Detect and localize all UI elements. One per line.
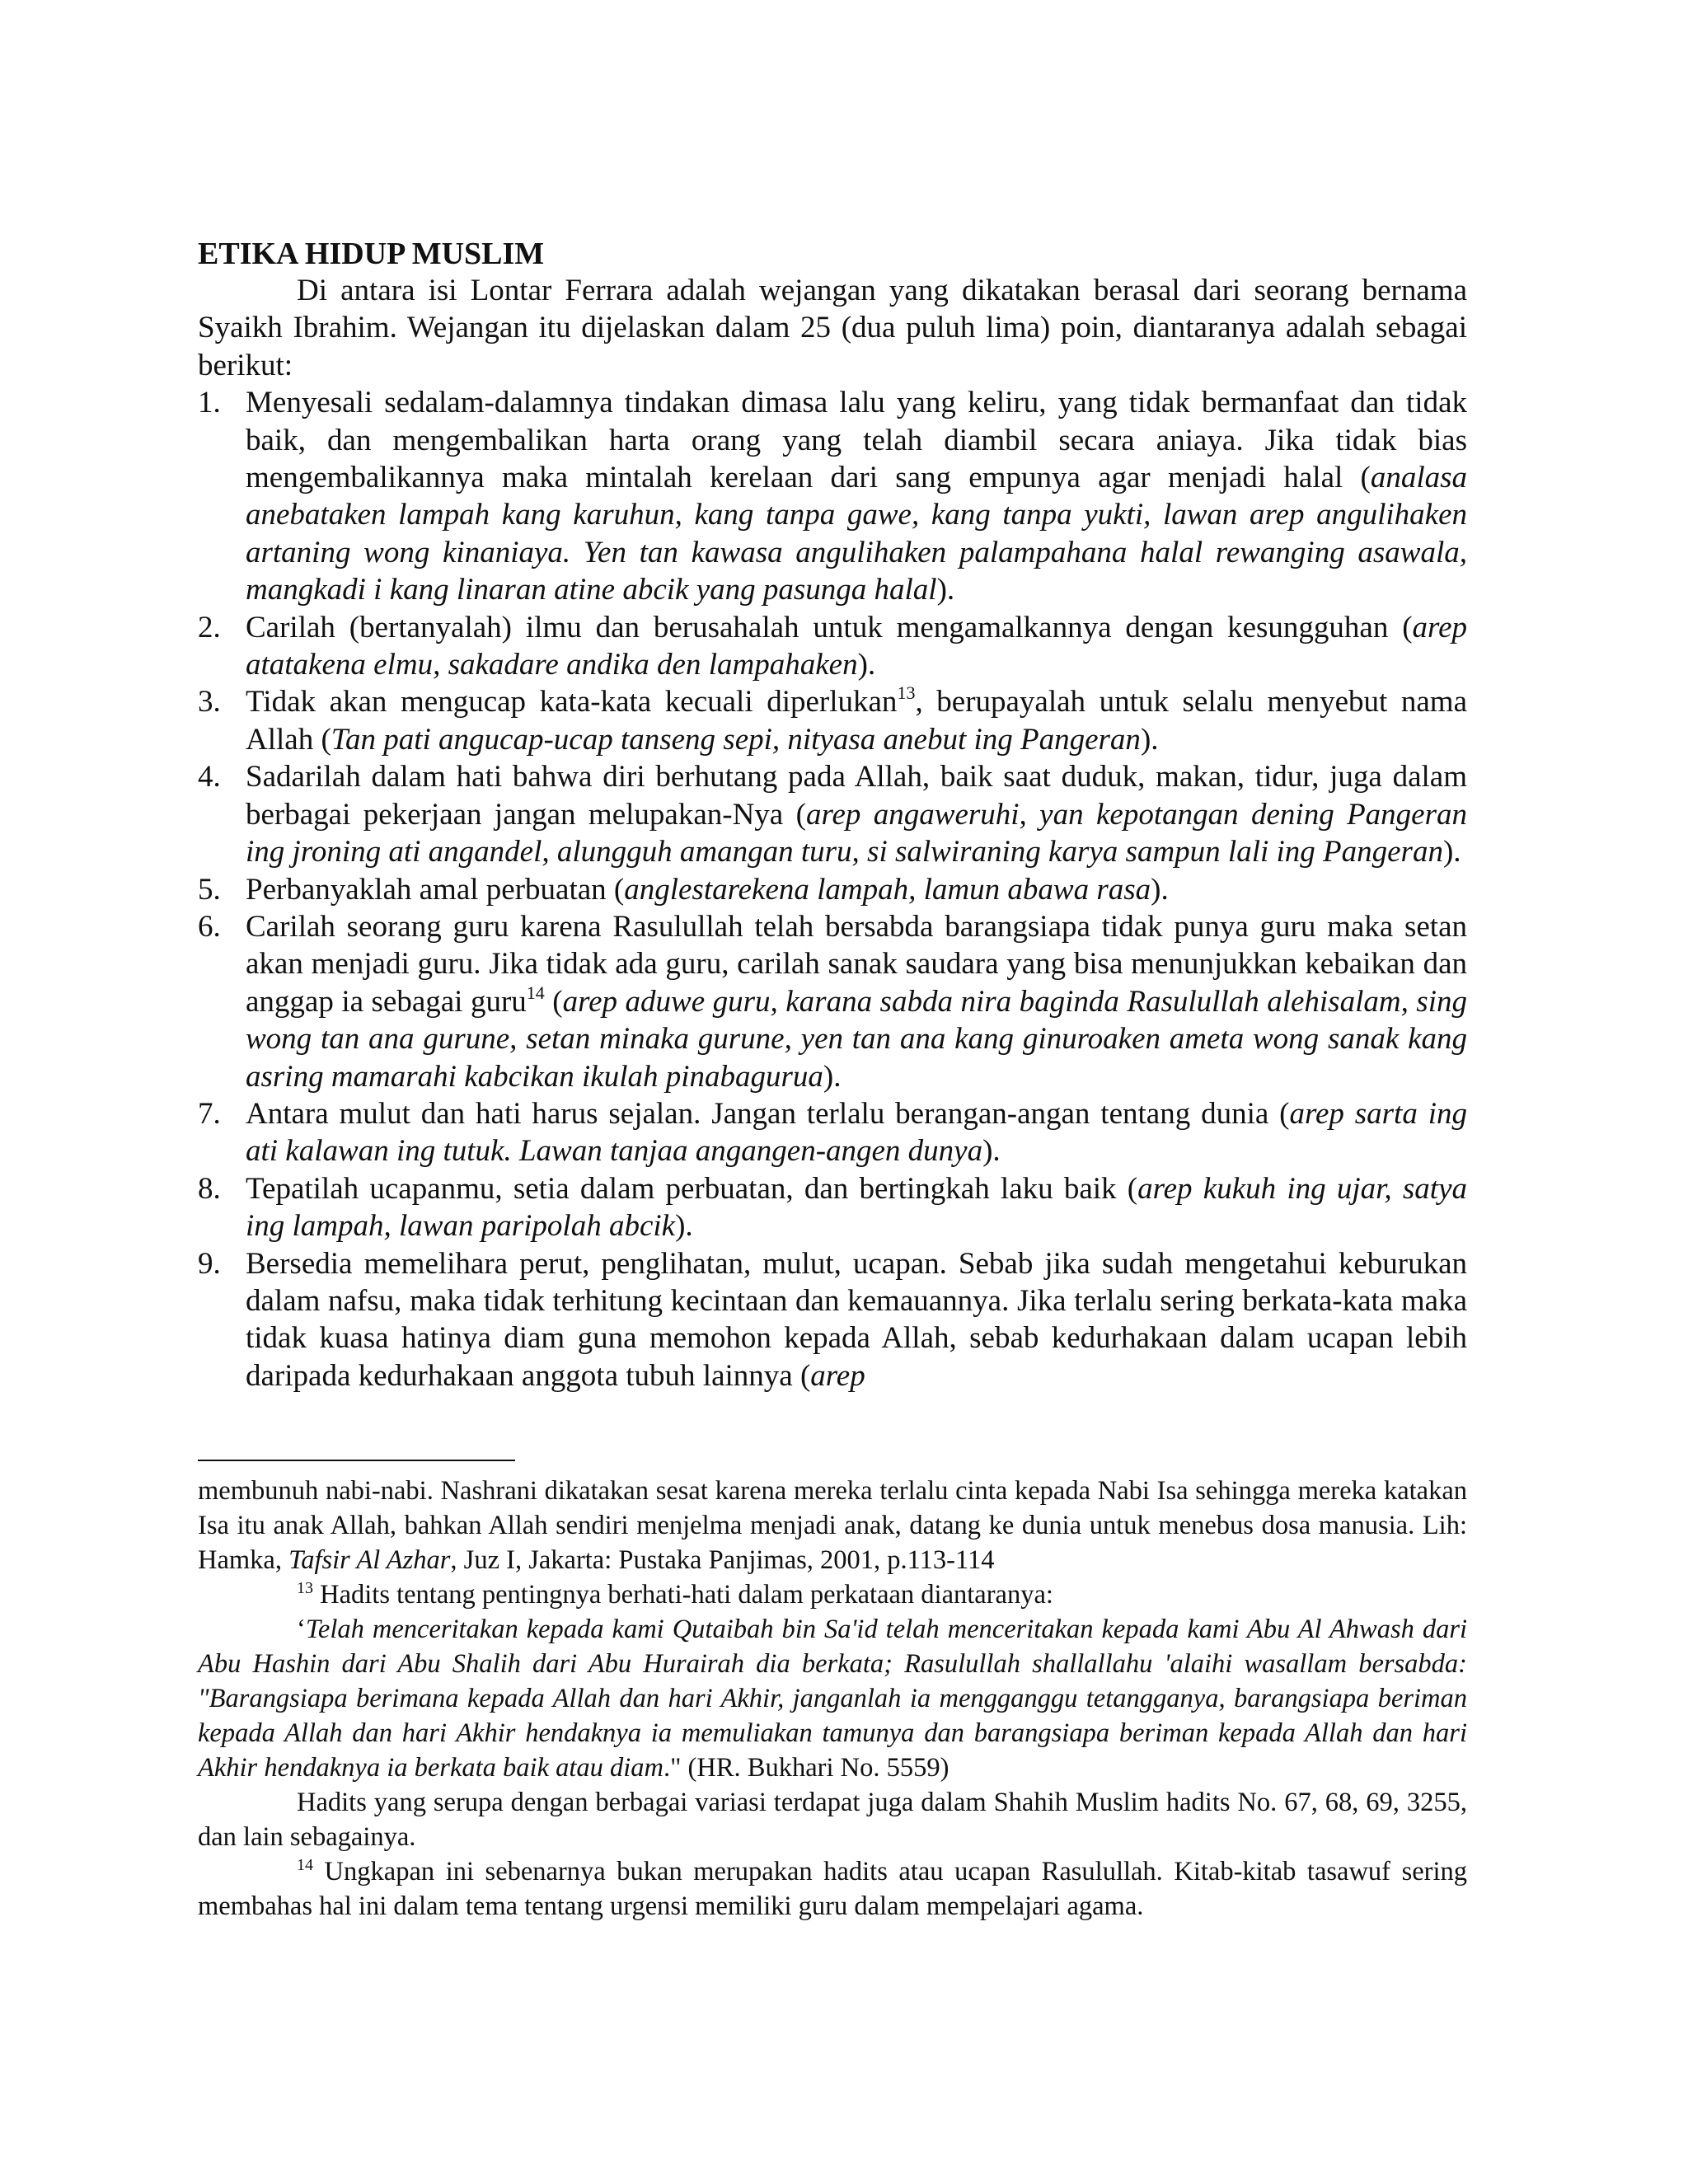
- item-text: Tepatilah ucapanmu, setia dalam perbuatan, dan bertingkah laku baik (: [246, 1171, 1138, 1206]
- item-javanese-text: Tan pati angucap-ucap tanseng sepi, nityasa anebut ing Pangeran: [331, 722, 1141, 757]
- list-item: [198, 758, 1467, 870]
- item-javanese-text: arep kukuh ing ujar, satya ing lampah, lawan paripolah abcik: [246, 1171, 1467, 1244]
- main-text: [198, 236, 1467, 1394]
- citation: ." (HR. Bukhari No. 5559): [663, 1753, 950, 1783]
- points-list: [198, 384, 1467, 1394]
- footnote-13-extra: Hadits yang serupa dengan berbagai variasi terdapat juga dalam Shahih Muslim hadits No. 67, 68, 69, 3255, dan lain sebagainya.: [198, 1788, 1467, 1852]
- hadith-quote: Telah menceritakan kepada kami Qutaibah bin Sa'id telah menceritakan kepada kami Abu Al Ahwash dari Abu Hashin dari Abu Shalih dari Abu Hurairah dia berkata; Rasulullah shallallahu 'alaihi wasallam bersabda: "Barangsiapa berimana kepada Allah dan hari Akhir, janganlah ia mengganggu tetangganya, barangsiapa beriman kepada Allah dan hari Akhir hendaknya ia memuliakan tamunya dan barangsiapa beriman kepada Allah dan hari Akhir hendaknya ia berkata baik atau diam: [198, 1615, 1467, 1783]
- list-item: [198, 871, 1467, 908]
- item-javanese-text: anglestarekena lampah, lamun abawa rasa: [624, 872, 1151, 907]
- footnote-separator: [198, 1460, 515, 1461]
- item-text-cont: , berupayalah untuk selalu menyebut nama Allah (: [246, 685, 1467, 757]
- item-number: 7.: [198, 1096, 221, 1131]
- item-javanese-text: arep atatakena elmu, sakadare andika den lampahaken: [246, 610, 1467, 682]
- list-item: [198, 609, 1467, 684]
- item-text-end: ).: [1140, 722, 1159, 757]
- book-title: Tafsir Al Azhar: [288, 1545, 451, 1575]
- item-javanese-text: arep: [810, 1358, 865, 1393]
- footnote-text: membunuh nabi-nabi. Nashrani dikatakan sesat karena mereka terlalu cinta kepada Nabi Isa sehingga mereka katakan Isa itu anak Allah, bahkan Allah sendiri menjelma menjadi anak, datang ke dunia untuk menebus dosa manusia. Lih: Hamka,: [198, 1476, 1467, 1575]
- list-item: [198, 908, 1467, 1095]
- item-text-end: ).: [1442, 835, 1461, 869]
- item-number: 6.: [198, 909, 221, 944]
- item-text-end: ).: [857, 648, 876, 682]
- item-text: Perbanyaklah amal perbuatan (: [246, 872, 625, 907]
- item-text-end: ).: [982, 1134, 1001, 1169]
- item-text: Antara mulut dan hati harus sejalan. Jangan terlalu berangan-angan tentang dunia (: [246, 1096, 1290, 1131]
- list-item: [198, 683, 1467, 758]
- list-item: [198, 1245, 1467, 1395]
- footnote-mark: 14: [297, 1856, 313, 1874]
- footnote-mark: 13: [297, 1579, 313, 1597]
- item-javanese-text: analasa anebataken lampah kang karuhun, kang tanpa gawe, kang tanpa yukti, lawan arep angulihaken artaning wong kinaniaya. Yen tan kawasa angulihaken palampahana halal rewanging asawala, mangkadi i kang linaran atine abcik yang pasunga halal: [246, 461, 1467, 607]
- footnote-14: [198, 1854, 1467, 1924]
- item-text: Carilah (bertanyalah) ilmu dan berusahalah untuk mengamalkannya dengan kesungguhan (: [246, 610, 1413, 644]
- section-title: ETIKA HIDUP MUSLIM: [198, 237, 545, 271]
- item-javanese-text: arep sarta ing ati kalawan ing tutuk. Lawan tanjaa angangen-angen dunya: [246, 1096, 1467, 1169]
- quote-open: ‘: [297, 1615, 306, 1644]
- list-item: [198, 1095, 1467, 1170]
- item-javanese-text: arep aduwe guru, karana sabda nira baginda Rasulullah alehisalam, sing wong tan ana gurune, setan minaka gurune, yen tan ana kang ginuroaken ameta wong sanak kang asring mamarahi kabcikan ikulah pinabagurua: [246, 984, 1467, 1094]
- list-item: [198, 384, 1467, 608]
- footnote-text: Ungkapan ini sebenarnya bukan merupakan hadits atau ucapan Rasulullah. Kitab-kitab tasawuf sering membahas hal ini dalam tema tentang urgensi memiliki guru dalam mempelajari agama.: [198, 1857, 1467, 1921]
- item-text: Bersedia memelihara perut, penglihatan, mulut, ucapan. Sebab jika sudah mengetahui keburukan dalam nafsu, maka tidak terhitung kecintaan dan kemauannya. Jika terlalu sering berkata-kata maka tidak kuasa hatinya diam guna memohon kepada Allah, sebab kedurhakaan dalam ucapan lebih daripada kedurhakaan anggota tubuh lainnya (: [246, 1246, 1467, 1393]
- intro-paragraph: Di antara isi Lontar Ferrara adalah wejangan yang dikatakan berasal dari seorang bernama Syaikh Ibrahim. Wejangan itu dijelaskan dalam 25 (dua puluh lima) poin, diantaranya adalah sebagai berikut:: [198, 274, 1467, 382]
- item-number: 1.: [198, 386, 221, 420]
- footnote-13-quote: [198, 1612, 1467, 1785]
- item-number: 5.: [198, 872, 221, 907]
- item-text-end: ).: [823, 1059, 842, 1094]
- item-text: Menyesali sedalam-dalamnya tindakan dimasa lalu yang keliru, yang tidak bermanfaat dan tidak baik, dan mengembalikan harta orang yang telah diambil secara aniaya. Jika tidak bias mengembalikannya maka mintalah kerelaan dari sang empunya agar menjadi halal (: [246, 386, 1467, 495]
- footnotes: [198, 1474, 1467, 1924]
- footnote-ref[interactable]: 13: [897, 682, 916, 704]
- item-text: Tidak akan mengucap kata-kata kecuali diperlukan: [246, 685, 898, 719]
- item-javanese-text: arep angaweruhi, yan kepotangan dening Pangeran ing jroning ati angandel, alungguh amangan turu, si salwiraning karya sampun lali ing Pangeran: [246, 797, 1467, 869]
- item-text-end: ).: [1151, 872, 1169, 907]
- item-text: Sadarilah dalam hati bahwa diri berhutang pada Allah, baik saat duduk, makan, tidur, juga dalam berbagai pekerjaan jangan melupakan-Nya (: [246, 760, 1467, 832]
- item-text: Carilah seorang guru karena Rasulullah telah bersabda barangsiapa tidak punya guru maka setan akan menjadi guru. Jika tidak ada guru, carilah sanak saudara yang bisa menunjukkan kebaikan dan anggap ia sebagai guru: [246, 909, 1467, 1019]
- footnote-text: Hadits tentang pentingnya berhati-hati dalam perkataan diantaranya:: [313, 1580, 1053, 1610]
- item-number: 9.: [198, 1246, 221, 1281]
- footnote-text-end: , Juz I, Jakarta: Pustaka Panjimas, 2001, p.113-114: [450, 1545, 995, 1575]
- item-number: 4.: [198, 760, 221, 794]
- item-text-end: ).: [936, 573, 955, 607]
- footnote-continued: [198, 1474, 1467, 1577]
- item-number: 2.: [198, 610, 221, 644]
- footnote-13: [198, 1577, 1467, 1612]
- item-number: 3.: [198, 685, 221, 719]
- list-item: [198, 1170, 1467, 1245]
- item-text-end: ).: [675, 1209, 693, 1244]
- footnote-ref[interactable]: 14: [526, 982, 545, 1003]
- item-text-cont: (: [544, 984, 563, 1019]
- item-number: 8.: [198, 1171, 221, 1206]
- body-text: [198, 272, 1467, 1394]
